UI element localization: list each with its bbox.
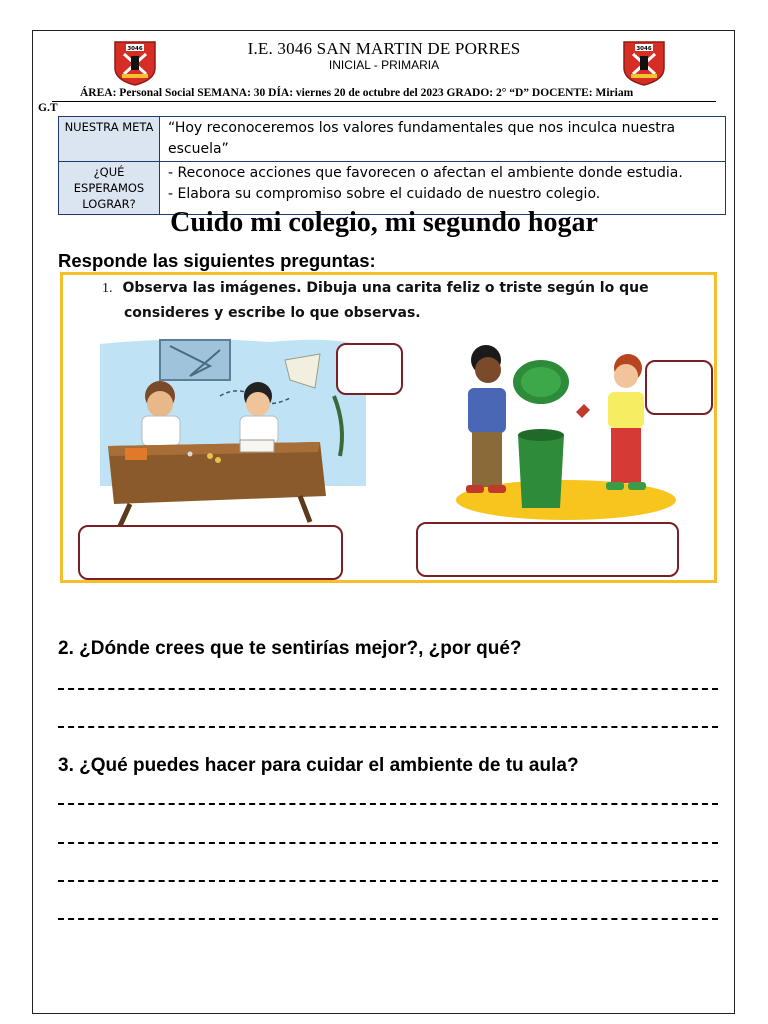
instruction-heading: Responde las siguientes preguntas: — [58, 250, 376, 271]
face-drawing-box[interactable] — [336, 343, 403, 395]
class-info-line: ÁREA: Personal Social SEMANA: 30 DÍA: viernes 20 de octubre del 2023 GRADO: 2° “D” DOCENTE: Miriam — [80, 87, 634, 99]
svg-text:3046: 3046 — [127, 46, 143, 52]
goal-label: ¿QUÉ ESPERAMOS LOGRAR? — [59, 162, 160, 215]
question-1-line: consideres y escribe lo que observas. — [124, 305, 421, 321]
school-level: INICIAL - PRIMARIA — [328, 58, 440, 72]
answer-line[interactable] — [58, 803, 718, 805]
answer-line[interactable] — [58, 842, 718, 844]
answer-line[interactable] — [58, 918, 718, 920]
worksheet-title: Cuido mi colegio, mi segundo hogar — [170, 207, 598, 238]
goal-item: - Reconoce acciones que favorecen o afectan el ambiente donde estudia. — [168, 165, 683, 181]
svg-text:3046: 3046 — [636, 46, 652, 52]
face-drawing-box[interactable] — [645, 360, 713, 415]
question-3: 3. ¿Qué puedes hacer para cuidar el ambiente de tu aula? — [58, 755, 579, 776]
question-2: 2. ¿Dónde crees que te sentirías mejor?, ¿por qué? — [58, 638, 522, 659]
answer-line[interactable] — [58, 688, 718, 690]
goal-text: “Hoy reconoceremos los valores fundamentales que nos inculca nuestra escuela” — [160, 117, 726, 162]
info-underline — [52, 101, 716, 102]
goals-table — [58, 116, 726, 215]
answer-line[interactable] — [58, 880, 718, 882]
observation-answer-box[interactable] — [78, 525, 343, 580]
answer-line[interactable] — [58, 726, 718, 728]
goals-row-meta — [59, 117, 726, 162]
messy-classroom-illustration — [100, 336, 366, 528]
question-1-number: 1. — [102, 281, 113, 296]
goal-label: NUESTRA META — [59, 117, 160, 162]
observation-answer-box[interactable] — [416, 522, 679, 577]
school-name: I.E. 3046 SAN MARTIN DE PORRES — [247, 39, 521, 58]
goal-item: - Elabora su compromiso sobre el cuidado de nuestro colegio. — [168, 186, 601, 202]
class-info-continuation: G.T — [38, 102, 58, 114]
question-1-text — [102, 276, 702, 325]
question-1-line: Observa las imágenes. Dibuja una carita feliz o triste según lo que — [122, 280, 649, 296]
